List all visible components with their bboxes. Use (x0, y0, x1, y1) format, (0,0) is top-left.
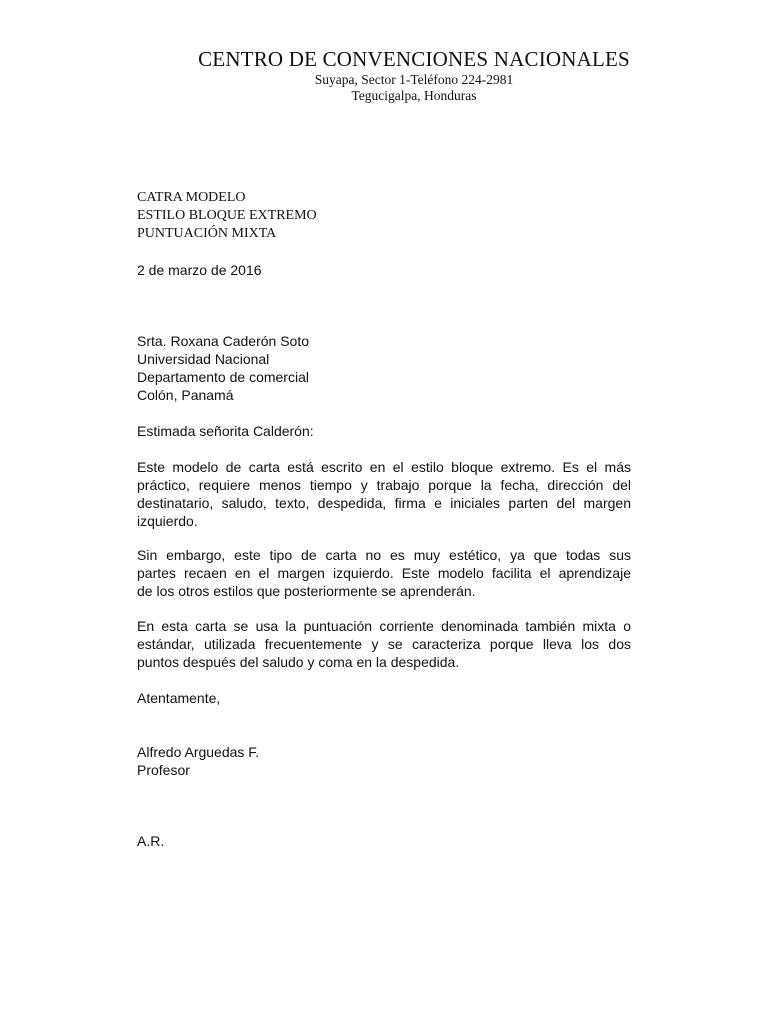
date-text: 2 de marzo de 2016 (137, 262, 262, 278)
organization-name: CENTRO DE CONVENCIONES NACIONALES (198, 47, 630, 71)
title-line-2: ESTILO BLOQUE EXTREMO (137, 208, 317, 223)
paragraph-line: de los otros estilos que posteriormente se aprenderán. (137, 583, 476, 599)
recipient-institution: Universidad Nacional (137, 351, 270, 367)
salutation (137, 422, 631, 440)
letter-date (137, 261, 631, 279)
letterhead (0, 46, 768, 104)
paragraph-line: puntos después del saludo y coma en la despedida. (137, 654, 460, 670)
paragraph-line: práctico, requiere menos tiempo y trabajo porque la fecha, dirección del (137, 477, 631, 493)
paragraph-line: partes recaen en el margen izquierdo. Este modelo facilita el aprendizaje (137, 565, 631, 581)
recipient-department: Departamento de comercial (137, 369, 309, 385)
title-line-3: PUNTUACIÓN MIXTA (137, 226, 277, 241)
initials (137, 832, 631, 850)
signature-block (137, 743, 631, 779)
paragraph-line: destinatario, saludo, texto, despedida, firma e iniciales parten del margen (137, 495, 631, 511)
paragraph-line: En esta carta se usa la puntuación corriente denominada también mixta o (137, 618, 631, 634)
initials-text: A.R. (137, 833, 165, 849)
paragraph-1 (137, 458, 631, 530)
paragraph-line: Sin embargo, este tipo de carta no es muy estético, ya que todas sus (137, 547, 631, 563)
recipient-name: Srta. Roxana Caderón Soto (137, 333, 309, 349)
paragraph-line: Este modelo de carta está escrito en el estilo bloque extremo. Es el más (137, 459, 631, 475)
address-line-2: Tegucigalpa, Honduras (351, 88, 477, 103)
paragraph-line: izquierdo. (137, 513, 198, 529)
paragraph-line: estándar, utilizada frecuentemente y se caracteriza porque lleva los dos (137, 636, 631, 652)
title-block (137, 189, 631, 243)
paragraph-2 (137, 546, 631, 600)
salutation-text: Estimada señorita Calderón: (137, 423, 314, 439)
closing-text: Atentamente, (137, 690, 221, 706)
recipient-city: Colón, Panamá (137, 387, 234, 403)
recipient-block (137, 332, 631, 404)
title-line-1: CATRA MODELO (137, 190, 246, 205)
signer-name: Alfredo Arguedas F. (137, 744, 260, 760)
paragraph-3 (137, 617, 631, 671)
closing (137, 689, 631, 707)
address-line-1: Suyapa, Sector 1-Teléfono 224-2981 (314, 72, 514, 87)
signer-title: Profesor (137, 762, 190, 778)
